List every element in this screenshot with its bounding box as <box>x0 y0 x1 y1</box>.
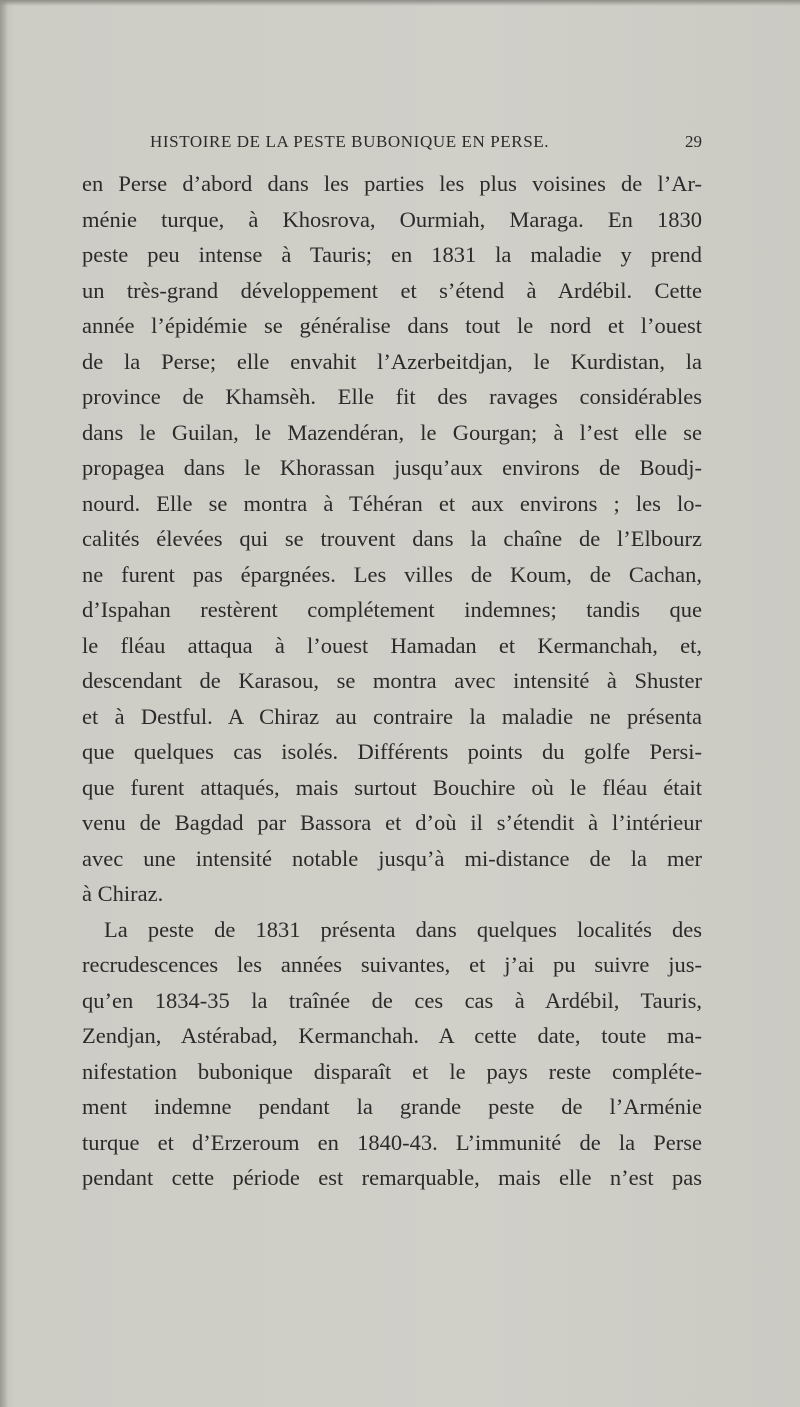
text-line: calités élevées qui se trouvent dans la chaîne de l’Elbourz <box>82 526 702 551</box>
text-line: dans le Guilan, le Mazendéran, le Gourgan; à l’est elle se <box>82 419 702 445</box>
text-line: d’Ispahan restèrent complétement indemnes; tandis que <box>82 597 702 622</box>
text-line: et à Destful. A Chiraz au contraire la maladie ne présenta <box>82 703 702 729</box>
text-line: de la Perse; elle envahit l’Azerbeitdjan, le Kurdistan, la <box>82 348 702 374</box>
paragraph-2 <box>82 912 702 1196</box>
text-line: nifestation bubonique disparaît et le pays reste complétе- <box>82 1058 702 1084</box>
text-line: peste peu intense à Tauris; en 1831 la maladie y prend <box>82 242 702 267</box>
text-line: propagea dans le Khorassan jusqu’aux environs de Boudj- <box>82 455 702 480</box>
text-line: venu de Bagdad par Bassora et d’où il s’étendit à l’intérieur <box>82 810 702 835</box>
page-edge-shadow <box>0 0 8 1407</box>
text-line: année l’épidémie se généralise dans tout le nord et l’ouest <box>82 313 702 338</box>
running-title: HISTOIRE DE LA PESTE BUBONIQUE EN PERSE. <box>150 132 550 151</box>
text-line: le fléau attaqua à l’ouest Hamadan et Kermanchah, et, <box>82 632 702 658</box>
text-line: que furent attaqués, mais surtout Bouchire où le fléau était <box>82 774 702 800</box>
text-line: province de Khamsèh. Elle fit des ravages considérables <box>82 384 702 409</box>
text-line: avec une intensité notable jusqu’à mi-distance de la mer <box>82 845 702 871</box>
text-line: La peste de 1831 présenta dans quelques localités des <box>104 916 702 942</box>
text-line: qu’en 1834-35 la traînée de ces cas à Ardébil, Tauris, <box>82 987 702 1013</box>
text-line: descendant de Karasou, se montra avec intensité à Shuster <box>82 668 702 693</box>
paragraph-1 <box>82 166 702 912</box>
text-line: à Chiraz. <box>82 881 164 906</box>
body-text <box>82 166 702 1196</box>
text-line: recrudescences les années suivantes, et j’ai pu suivre jus- <box>82 952 702 977</box>
text-line: ménie turque, à Khosrova, Ourmiah, Maraga. En 1830 <box>82 206 702 232</box>
text-line: turque et d’Erzeroum en 1840-43. L’immunité de la Perse <box>82 1129 702 1155</box>
text-line: ne furent pas épargnées. Les villes de Koum, de Cachan, <box>82 561 702 587</box>
running-head <box>82 132 702 158</box>
page-number: 29 <box>685 132 702 151</box>
text-line: nourd. Elle se montra à Téhéran et aux environs ; les lo- <box>82 490 702 516</box>
text-line: que quelques cas isolés. Différents points du golfe Persi- <box>82 739 702 764</box>
page-top-shadow <box>0 0 800 6</box>
text-line: ment indemne pendant la grande peste de l’Arménie <box>82 1094 702 1119</box>
text-line: un très-grand développement et s’étend à Ardébil. Cette <box>82 277 702 303</box>
text-line: pendant cette période est remarquable, mais elle n’est pas <box>82 1165 702 1190</box>
text-line: en Perse d’abord dans les parties les plus voisines de l’Ar- <box>82 171 702 196</box>
text-line: Zendjan, Astérabad, Kermanchah. A cette date, toute ma- <box>82 1023 702 1048</box>
